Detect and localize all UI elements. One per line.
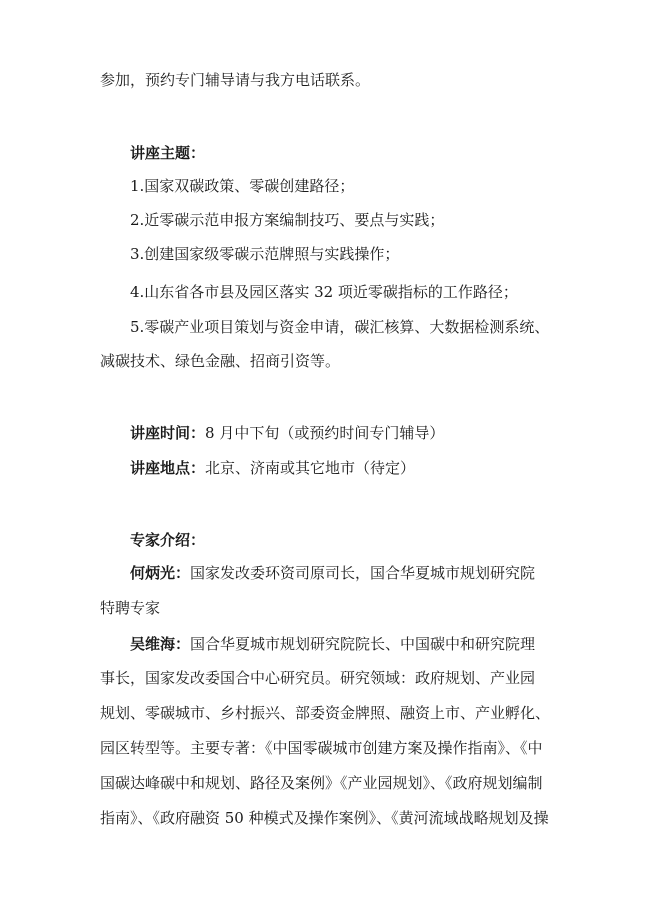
lecture-location-label: 讲座地点： (130, 459, 206, 477)
topic-item-2: 2.近零碳示范申报方案编制技巧、要点与实践； (130, 211, 445, 229)
lecture-location-value: 北京、济南或其它地市（待定） (205, 459, 416, 477)
experts-heading: 专家介绍： (130, 531, 206, 549)
topic-item-5: 5.零碳产业项目策划与资金申请，碳汇核算、大数据检测系统、 (130, 318, 550, 336)
topic-item-3: 3.创建国家级零碳示范牌照与实践操作； (130, 245, 400, 263)
expert-wu-name: 吴维海： (130, 635, 191, 653)
expert-wu-line-6: 指南》、《政府融资 50 种模式及操作案例》、《黄河流域战略规划及操 (100, 809, 549, 827)
lecture-location (130, 458, 567, 478)
lecture-time-label: 讲座时间： (130, 424, 206, 442)
expert-wu-line-5: 国碳达峰碳中和规划、路径及案例》《产业园规划》、《政府规划编制 (100, 774, 543, 792)
expert-he (130, 563, 567, 583)
lecture-time-value: 8 月中下旬（或预约时间专门辅导） (205, 424, 445, 442)
topics-heading: 讲座主题： (130, 144, 206, 162)
topic-item-4: 4.山东省各市县及园区落实 32 项近零碳指标的工作路径； (130, 283, 518, 301)
expert-wu-line-4: 园区转型等。主要专著：《中国零碳城市创建方案及操作指南》、《中 (100, 739, 543, 757)
expert-wu-line1: 国合华夏城市规划研究院院长、中国碳中和研究院理 (190, 635, 536, 653)
expert-wu-line-2: 事长，国家发改委国合中心研究员。研究领域：政府规划、产业园 (100, 669, 536, 687)
expert-wu-line-3: 规划、零碳城市、乡村振兴、部委资金牌照、融资上市、产业孵化、 (100, 704, 551, 722)
topic-item-1: 1.国家双碳政策、零碳创建路径； (130, 177, 355, 195)
topic-item-5-cont: 减碳技术、绿色金融、招商引资等。 (100, 352, 341, 370)
lecture-time (130, 423, 567, 443)
intro-line: 参加，预约专门辅导请与我方电话联系。 (100, 71, 371, 89)
expert-he-line2: 特聘专家 (100, 599, 161, 617)
expert-wu (130, 634, 567, 654)
expert-he-line1: 国家发改委环资司原司长，国合华夏城市规划研究院 (190, 564, 536, 582)
expert-he-name: 何炳光： (130, 564, 191, 582)
